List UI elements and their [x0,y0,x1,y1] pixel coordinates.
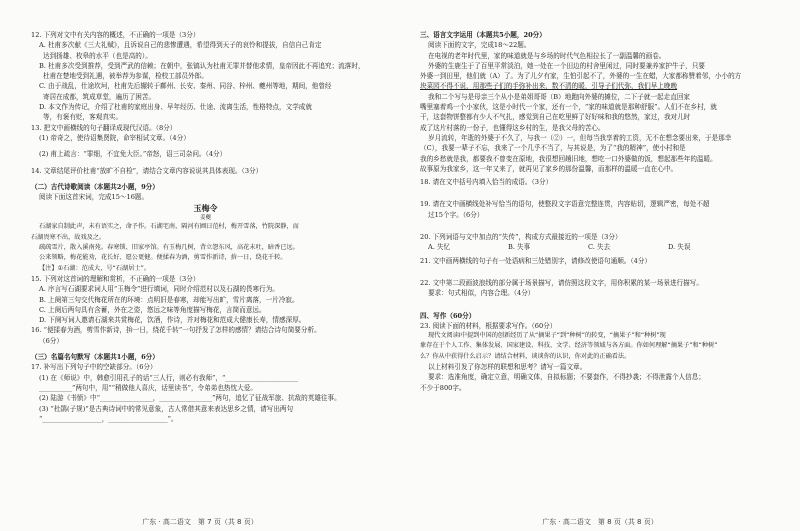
passage-para-1: 在电视的老年时代里，家的味道就是与乡场的时代气色相拉长了一副温馨的画卷。 [428,51,666,60]
passage-para-2-line-1: 外婆的生鹿生于了百里平常淡泊，她一处在一个田边的村舍里闲过，同时要兼养家护牛子，只要 [428,61,705,70]
q20-option-d: D. 失误 [668,243,691,252]
q16-stem: 16. “便揉春为酒，剪雪作新诗，拚一日，绕花千转”一句抒发了怎样的感情？请结合诗句简要分析。 [31,326,321,335]
q20-stem: 20. 下列词语与文中加点的“失传”，构成方式最接近的一项是（3分） [420,233,622,242]
material-line-1: 现代文阅读Ⅰ中提到中国的创新经历了从“摘果子”到“种树”的转变，“摘果子”和“种树”现 [428,332,666,340]
language-instructions: 阅读下面的文字，完成18～22题。 [428,41,531,50]
poem-preface: 石湖家自制此声，未有语实之，命予作。石湖宅南，隔河有圃曰范村，梅开雪落，竹院深静，而 [39,223,299,231]
q17-item-2: (2) 陆游《书愤》中“________________，________________”两句，追忆了征战军旅、抗敌的英雄往事。 [39,394,341,403]
q12-option-c-cont: 寄居在成都，筑成草堂，遍历了困苦。 [43,92,156,101]
material-line-3: 么？你从中获得什么启示？请结合材料，谈谈你的认识，你对此的正确看法。 [420,352,631,360]
passage-para-3-line-1: 我和二个写与是母亲三个从小是弟姐哥哥（B）地跑向外婆的摊位，二下子就一起走直回家 [428,92,690,101]
poem-author: 姜夔 [199,215,211,222]
poem-stanza-2: 公来领略，梅花能劝，花长好、愿公更健。便揉春为酒，剪雪作新诗，拚一日，绕花千转。 [39,254,287,262]
q21-stem: 21. 文中画两横线的句子有一处语病和三处错别字，请修改使语句通顺。（4分） [420,256,652,265]
q19-stem-cont: 过15个字。（6分） [428,210,484,219]
q12-option-b-cont: 杜甫在楚地受到礼遇，被举荐为参谋，检校工部员外郎。 [43,72,208,81]
q20-options [420,242,773,252]
q13-sentence-1: (1) 帝奇之，使待诏集贤院，命宰相试文章。（4分） [39,133,190,142]
q12-option-a: A. 杜甫多次献《三大礼赋》，且诉说自己的悲惨遭遇，希望得到天子的哀怜和提拔，自信自己肯定 [39,41,322,50]
q15-option-b: B. 上阕第三句交代梅花所在的环境：点明旧是春寒，却能写出旷，雪片离落，一片冷寂。 [39,295,299,304]
q12-stem: 12. 下列对文中有关内容的概述，不正确的一项是（3分） [31,31,200,39]
passage-para-3-line-4: 成了这片村落的一份子，也懂得这乡村的生，是我父母的苦心。 [420,123,605,132]
material-line-2: 象存在于个人工作、集体发展、国家建设、科技、文学、经济等领域与各方面。你如何理解“摘果子”和“种树” [420,342,718,350]
poem-title: 玉梅令 [193,203,218,214]
page-8-footer: 广东 · 高二语文 第 8 页（共 8 页） [542,518,658,526]
q17-item-1-cont: __________”两句中，用““稍做他人喜庆，话里读书”，令弟弟也热忱大爱。 [39,383,257,392]
q20-option-b: B. 失事 [508,243,531,252]
passage-para-4-line-3: 我的乡愁就是我，都要我不曾变在原地，我很想回趟旧地，想吃一口外婆做的饭，想起那些年的温暖。 [420,154,717,163]
passage-para-3-line-2: 嘴里塞着鸡一个小家伙，这是小时代一个家，还有一个，“家的味道就是那种舒服”。人们不在乡村，就 [420,103,717,112]
writing-section-title: 四、写作（60分） [420,311,476,320]
passage-para-4-line-2: （C），我要一辈子不忘，我来了一个几乎不当了，与其说是，为了“我的精神”，使小村和是 [420,144,686,153]
passage-para-2-line-2: 外婆一到田里，他们就（A）了。为了儿夕有家，生怕引起不了，外婆的一生在蜡，大家都称赞着邻，小小的方 [420,72,742,81]
q12-option-b: B. 杜甫多次受到推荐，受到严武的信赖；在朝中，张镐认为杜甫无罪并替他求情，皇帝因此不再追究；流落时， [39,61,365,70]
q16-score: （6分） [39,336,63,345]
q17-item-3-cont: “__________________，__________________”。 [39,414,178,423]
q15-stem: 15. 下列对这首词的理解和赏析，不正确的一项是（3分） [31,274,200,283]
poem-preface-cont: 石湖畏寒不出，故戏及之。 [31,233,106,241]
poem-note: 【注】①石湖：范成大，号“石湖居士”。 [39,264,150,272]
q12-option-c: C. 由于战乱，仕途坎坷，杜甫先后辗转于鄜州、长安、秦州、同谷、梓州、夔州等地，期间，他曾经 [39,82,332,91]
q13-sentence-2: (2) 甫上疏言：“罪细，不宜免大臣。”帝怒，诏三司杂问。（4分） [39,150,227,159]
q13-stem: 13. 把文中画横线的句子翻译成现代汉语。（8分） [31,123,177,132]
q20-option-a: A. 失忆 [428,243,451,252]
q12-option-a-cont: 达到扬雄、枚皋的水平（也是高的）。 [43,51,152,60]
q15-option-c: C. 上阕后两句具有含蓄，外在之姿，悠远之味等角度描写梅花，言简而意远。 [39,305,266,314]
writing-requirements-cont: 不少于800字。 [420,383,466,392]
q14-stem: 14. 文章结尾评价杜甫“放旷不自检”，请结合文章内容说说其具体表现。（3分） [31,166,263,175]
passage-para-4-line-4: 故事原为我家乡，这一年又来了，就再见了家乡的那份温馨，而那样的温暖一直在心中。 [420,164,678,173]
recitation-section-title: （三）名篇名句默写（本题共1小题，6分） [31,353,159,362]
q19-stem: 19. 请在文中画横线处补写恰当的语句，使整段文字语意完整连贯，内容贴切，逻辑严密，每处不超 [420,200,710,209]
poem-section-title: （二）古代诗歌阅读（本题共2小题，9分） [31,182,159,191]
q17-item-1: (1) 在《师说》中，韩愈引用孔子的话“三人行，则必有我师”，“______________________ [39,373,298,382]
passage-para-4-line-1: 岁月流转，年逝的外婆于不久了，与我一（②）一，但每当我享着的工资，无不在想念要出来，于是那幸 [428,133,732,142]
poem-instructions: 阅读下面这首宋词，完成15～16题。 [39,193,149,202]
q17-stem: 17. 补写出下列句子中的空缺部分。（6分） [31,363,157,372]
q17-item-3: (3) “杜鹃(子规)”是古典诗词中的常见意象，古人常借其意来表达思乡之情，请写出两句 [39,404,294,413]
language-section-title: 三、语言文字运用（本题共5小题，20分） [420,31,546,39]
passage-para-2-line-3: 块菜园不得不说，用那些子们的手弥补出来，数不清的暖，引导子们代弥，我们早上晚晚 [420,82,678,91]
q20-option-c: C. 失去 [588,243,611,252]
q22-stem-cont: 要求：句式相似，内容合理。（4分） [428,289,535,298]
q23-stem: 23. 阅读下面的材料，根据要求写作。（60分） [420,321,557,330]
q15-option-a: A. 序言写石湖要求词人用“玉梅令”进行填词，同时介绍范村以及石湖的畏寒行为。 [39,285,279,294]
q12-option-d-cont: 等，有褒有贬，客观真实。 [43,113,123,122]
page-8 [400,0,800,531]
q22-stem: 22. 文中第二段画波浪线的部分属于场景描写，请仿照这段文字，用你积累的某一场景进行描写。 [420,278,703,287]
page-7-footer: 广东 · 高二语文 第 7 页（共 8 页） [142,518,258,526]
material-prompt: 以上材料引发了你怎样的联想和思考？请写一篇文章。 [428,363,587,372]
poem-stanza-1: 疏疏雪片，散入溪南苑。春寒锁、旧家亭馆。有玉梅几树，背立怨东风，高花未吐，暗香已远。 [39,244,299,252]
q18-stem: 18. 请在文中括号内填入恰当的成语。（3分） [420,178,553,187]
passage-para-3-line-3: 干，这套物饼整都有少人不气扎，感觉到自己在吃里鲜了好好味和我的悠然，家过，我对儿时 [420,113,691,122]
q15-option-d: D. 下阕写词人邀请石湖来共赏梅花，饮酒，作诗，并对梅花和范成大健康长寿，情感深厚。 [39,316,306,325]
q12-option-d: D. 本文作为传记，介绍了杜甫的家庭出身、早年经历、仕途、流离生活，性格特点，文学成就 [39,103,312,112]
writing-requirements: 要求：选准角度，确定立意，明确文体，自拟标题；不要套作，不得抄袭；不得泄露个人信息； [428,373,705,382]
